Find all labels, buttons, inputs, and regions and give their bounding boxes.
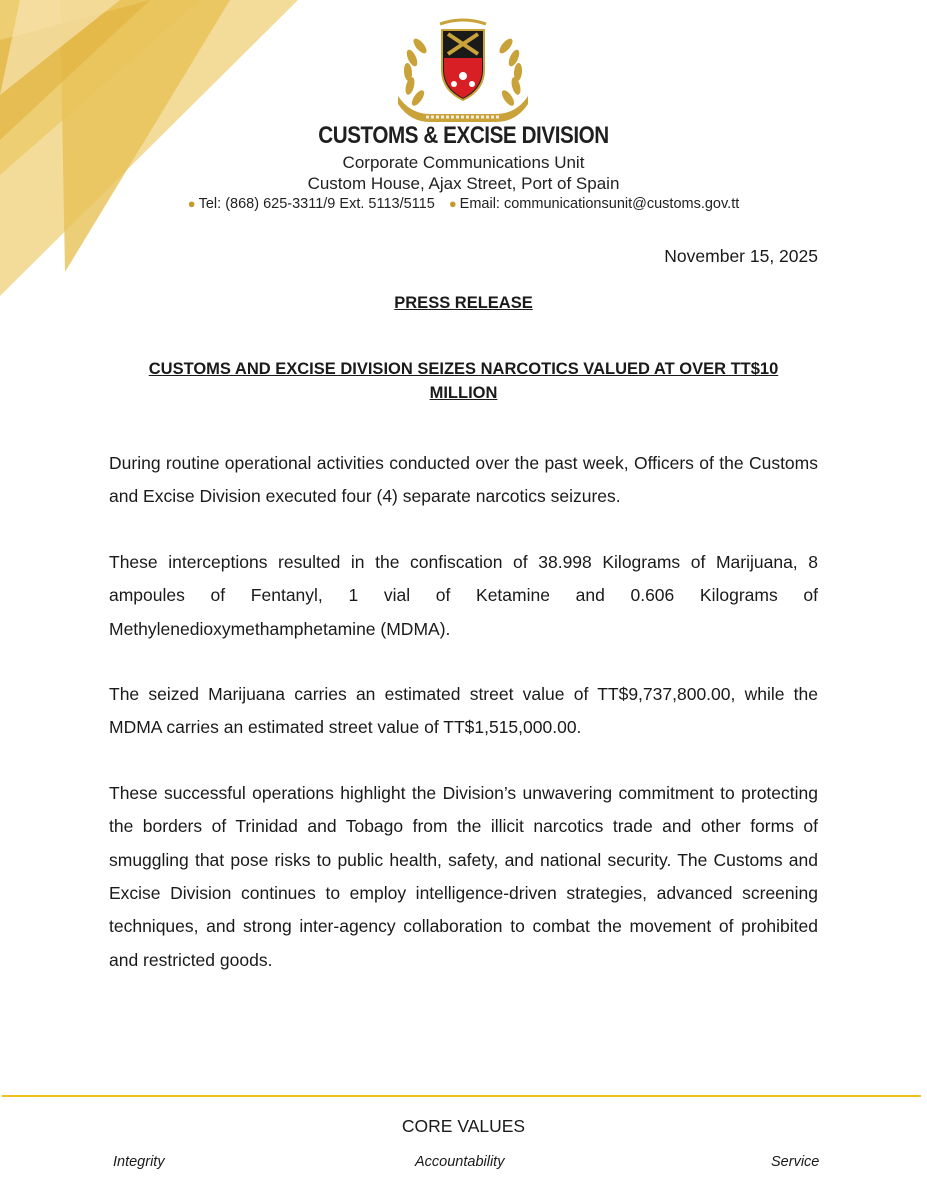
press-release-label: PRESS RELEASE bbox=[394, 294, 533, 312]
bullet-icon: ● bbox=[187, 196, 196, 211]
telephone: Tel: (868) 625-3311/9 Ext. 5113/5115 bbox=[198, 196, 435, 212]
unit-name: Corporate Communications Unit bbox=[342, 153, 585, 172]
body-text bbox=[109, 447, 818, 1009]
paragraph: These successful operations highlight the Division’s unwavering commitment to protecting the borders of Trinidad and Tobago from the illicit narcotics trade and other forms of smuggling that pose risks to public health, safety, and national security. The Customs and Excise Division continues to employ intelligence-driven strategies, advanced screening techniques, and strong inter-agency collaboration to combat the movement of prohibited and restricted goods. bbox=[109, 782, 818, 970]
customs-crest-logo bbox=[390, 18, 536, 126]
contact-line bbox=[150, 195, 777, 213]
core-value-service: Service bbox=[771, 1154, 820, 1170]
address: Custom House, Ajax Street, Port of Spain bbox=[307, 174, 620, 193]
email[interactable]: Email: communicationsunit@customs.gov.tt bbox=[459, 196, 740, 212]
headline: CUSTOMS AND EXCISE DIVISION SEIZES NARCOTICS VALUED AT OVER TT$10 MILLION bbox=[148, 360, 779, 402]
core-values-heading: CORE VALUES bbox=[401, 1116, 526, 1136]
release-date: November 15, 2025 bbox=[664, 246, 818, 266]
letterhead bbox=[150, 120, 777, 213]
paragraph: These interceptions resulted in the confiscation of 38.998 Kilograms of Marijuana, 8 ampoules of Fentanyl, 1 vial of Ketamine and 0.606 Kilograms of Methylenedioxymethamphetamine (MDMA). bbox=[109, 551, 818, 639]
paragraph: During routine operational activities conducted over the past week, Officers of the Customs and Excise Division executed four (4) separate narcotics seizures. bbox=[109, 453, 818, 507]
division-name: CUSTOMS & EXCISE DIVISION bbox=[318, 122, 609, 149]
core-value-accountability: Accountability bbox=[415, 1154, 505, 1170]
footer-divider bbox=[2, 1095, 921, 1097]
core-value-integrity: Integrity bbox=[113, 1154, 165, 1170]
paragraph: The seized Marijuana carries an estimated street value of TT$9,737,800.00, while the MDMA carries an estimated street value of TT$1,515,000.00. bbox=[109, 684, 818, 738]
bullet-icon: ● bbox=[448, 196, 457, 211]
